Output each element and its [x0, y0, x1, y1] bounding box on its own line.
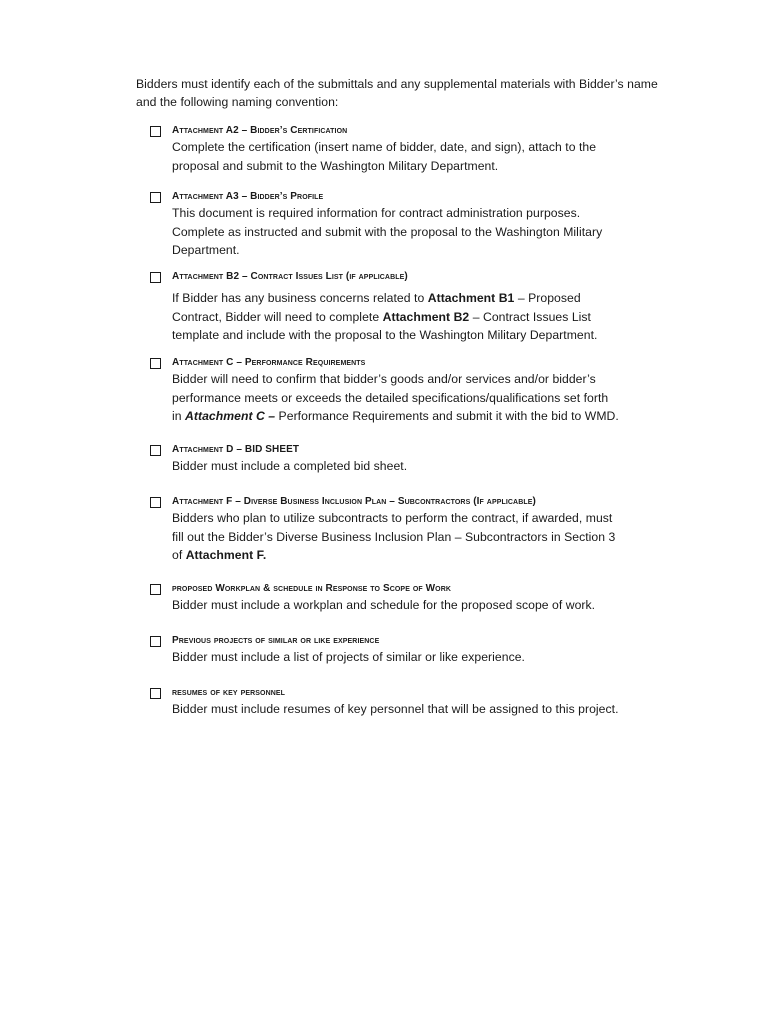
emphasis-text: Attachment F. [185, 548, 267, 562]
text-span: – Contract Issues List [469, 309, 591, 324]
item-title: Attachment F – Diverse Business Inclusion Plan – Subcontractors (If applicable) [172, 496, 536, 507]
item-title: Attachment B2 – Contract Issues List (if applicable) [172, 271, 408, 282]
checkbox[interactable] [150, 445, 161, 456]
intro-paragraph [136, 75, 696, 111]
description-line: Bidder must include a workplan and schedule for the proposed scope of work. [172, 598, 596, 612]
description-line [172, 308, 652, 327]
text-span: – Proposed [514, 291, 581, 305]
checkbox[interactable] [150, 688, 161, 699]
item-description [172, 700, 652, 719]
description-line: Bidder will need to confirm that bidder’s goods and/or services and/or bidder’s [172, 372, 596, 386]
checkbox[interactable] [150, 497, 161, 508]
checkbox[interactable] [150, 272, 161, 283]
description-line [172, 289, 652, 308]
description-line: Bidder must include a list of projects of similar or like experience. [172, 650, 525, 664]
item-title: Attachment A3 – Bidder’s Profile [172, 191, 324, 202]
description-line: template and include with the proposal to the Washington Military Department. [172, 328, 598, 342]
item-title: Attachment A2 – Bidder’s Certification [172, 125, 348, 136]
item-title: Previous projects of similar or like experience [172, 635, 380, 646]
description-line: This document is required information for contract administration purposes. [172, 206, 581, 220]
item-title: resumes of key personnel [172, 687, 286, 698]
description-line [172, 546, 652, 565]
item-description [172, 509, 652, 565]
item-title: Attachment C – Performance Requirements [172, 357, 366, 368]
emphasis-text: Attachment B2 [382, 309, 470, 324]
item-title: Attachment D – BID SHEET [172, 444, 300, 455]
emphasis-text: Attachment B1 [427, 291, 515, 305]
checkbox[interactable] [150, 584, 161, 595]
description-line: Complete as instructed and submit with the proposal to the Washington Military [172, 224, 603, 239]
item-description [172, 648, 652, 667]
item-description [172, 596, 652, 615]
description-line: proposal and submit to the Washington Military Department. [172, 158, 499, 173]
text-span: Performance Requirements and submit it with the bid to WMD. [275, 409, 619, 423]
text-span: Contract, Bidder will need to complete [172, 309, 383, 324]
intro-line: and the following naming convention: [136, 95, 339, 109]
description-line: performance meets or exceeds the detailed specifications/qualifications set forth [172, 390, 609, 405]
description-line: Bidder must include resumes of key personnel that will be assigned to this project. [172, 702, 619, 716]
checkbox[interactable] [150, 636, 161, 647]
emphasis-text: Attachment C – [185, 409, 276, 423]
text-span: If Bidder has any business concerns related to [172, 291, 428, 305]
text-span: in [172, 409, 186, 423]
description-line: Bidders who plan to utilize subcontracts to perform the contract, if awarded, must [172, 511, 613, 525]
checkbox[interactable] [150, 192, 161, 203]
checkbox[interactable] [150, 126, 161, 137]
description-line: fill out the Bidder’s Diverse Business Inclusion Plan – Subcontractors in Section 3 [172, 529, 616, 544]
item-title: proposed Workplan & schedule in Response to Scope of Work [172, 583, 452, 594]
item-description [172, 138, 652, 175]
item-description [172, 204, 652, 260]
item-description [172, 370, 652, 426]
description-line: Bidder must include a completed bid sheet. [172, 459, 408, 473]
description-line [172, 407, 652, 426]
description-line: Department. [172, 243, 240, 257]
item-description [172, 457, 652, 476]
description-line: Complete the certification (insert name of bidder, date, and sign), attach to the [172, 140, 597, 154]
item-description [172, 289, 652, 345]
intro-line: Bidders must identify each of the submittals and any supplemental materials with Bidder’s name [136, 77, 658, 91]
text-span: of [172, 548, 186, 562]
checkbox[interactable] [150, 358, 161, 369]
